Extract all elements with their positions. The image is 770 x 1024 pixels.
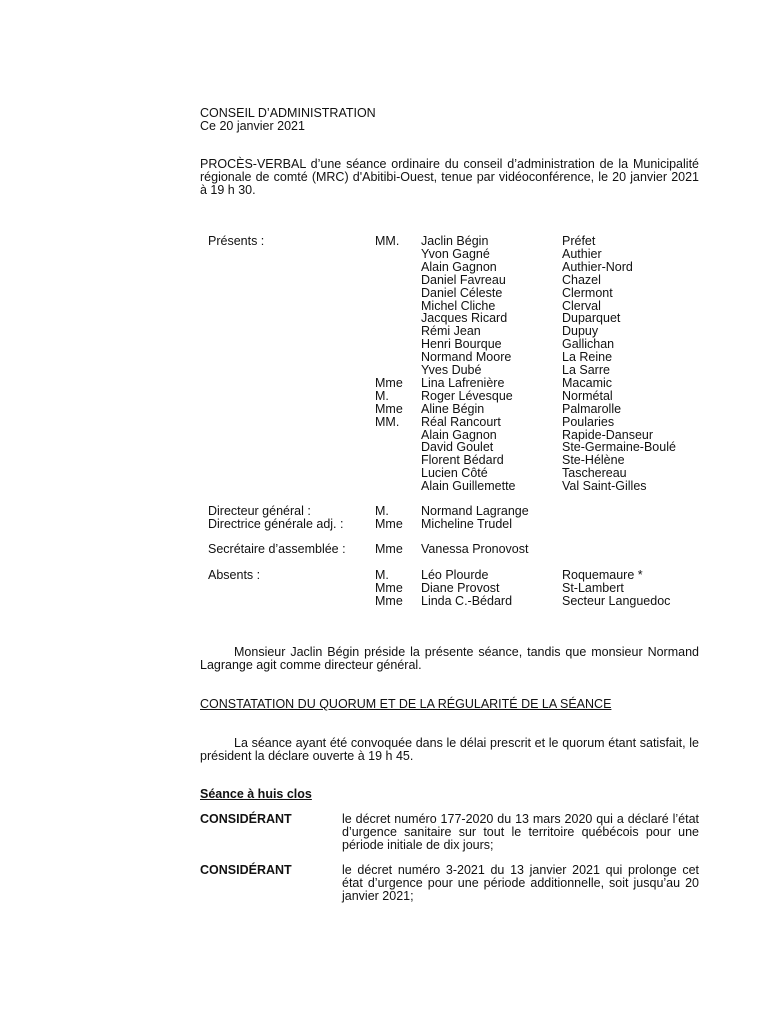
absents-list: [0, 569, 770, 609]
officer-title: M.: [375, 504, 389, 518]
member-row: [0, 287, 770, 300]
member-municipality: Rapide-Danseur: [562, 427, 654, 442]
member-row: [0, 248, 770, 261]
member-municipality: Clermont: [562, 285, 613, 300]
member-row: [0, 300, 770, 313]
absent-name: Diane Provost: [421, 581, 500, 595]
member-row: [0, 416, 770, 429]
member-name: Alain Gagnon: [421, 427, 497, 442]
member-row: [0, 312, 770, 325]
officer-label: Directrice générale adj. :: [208, 517, 344, 531]
member-title: Mme: [375, 375, 403, 390]
member-name: Réal Rancourt: [421, 414, 501, 429]
officer-label: Secrétaire d’assemblée :: [208, 542, 346, 556]
quorum-heading: CONSTATATION DU QUORUM ET DE LA RÉGULARITÉ DE LA SÉANCE: [200, 697, 612, 711]
absent-title: Mme: [375, 594, 403, 608]
member-municipality: Dupuy: [562, 324, 599, 339]
member-name: Jacques Ricard: [421, 311, 508, 326]
officer-row: [0, 518, 770, 531]
member-name: Normand Moore: [421, 350, 512, 365]
member-name: Henri Bourque: [421, 337, 502, 352]
member-row: [0, 441, 770, 454]
member-municipality: Authier-Nord: [562, 259, 633, 274]
presents-list: [0, 235, 770, 495]
member-municipality: Clerval: [562, 298, 601, 313]
member-name: Yvon Gagné: [421, 246, 490, 261]
member-municipality: Ste-Germaine-Boulé: [562, 440, 676, 455]
member-row: [0, 403, 770, 416]
member-name: Roger Lévesque: [421, 388, 513, 403]
member-row: [0, 351, 770, 364]
huis-clos-heading: Séance à huis clos: [200, 787, 312, 801]
absent-title: Mme: [375, 581, 403, 595]
member-name: Aline Bégin: [421, 401, 485, 416]
member-name: Yves Dubé: [421, 363, 482, 377]
member-municipality: Duparquet: [562, 311, 621, 326]
member-municipality: Palmarolle: [562, 401, 622, 416]
member-municipality: Préfet: [562, 234, 596, 248]
member-municipality: Gallichan: [562, 337, 615, 352]
document-date: Ce 20 janvier 2021: [200, 119, 305, 133]
absent-name: Léo Plourde: [421, 568, 489, 582]
member-row: [0, 235, 770, 248]
member-title: Mme: [375, 401, 403, 416]
member-row: [0, 480, 770, 493]
member-row: [0, 467, 770, 480]
intro-paragraph: PROCÈS-VERBAL d’une séance ordinaire du conseil d’administration de la Municipalité régionale de comté (MRC) d'Abitibi-Ouest, tenue par vidéoconférence, le 20 janvier 2021 à 19 h 30.: [200, 157, 699, 197]
considerant-text: le décret numéro 3-2021 du 13 janvier 2021 qui prolonge cet état d’urgence pour une période additionnelle, soit jusqu’au 20 janvier 2021;: [342, 863, 699, 903]
member-row: [0, 338, 770, 351]
absent-name: Linda C.-Bédard: [421, 594, 513, 608]
quorum-paragraph: La séance ayant été convoquée dans le délai prescrit et le quorum étant satisfait, le président la déclare ouverte à 19 h 45.: [200, 736, 699, 763]
member-municipality: Taschereau: [562, 466, 627, 481]
member-name: Michel Cliche: [421, 298, 496, 313]
member-row: [0, 274, 770, 287]
member-title: MM.: [375, 234, 400, 248]
member-municipality: Authier: [562, 246, 602, 261]
absent-row: [0, 595, 770, 608]
absent-municipality: St-Lambert: [562, 581, 624, 595]
member-name: David Goulet: [421, 440, 494, 455]
member-municipality: Val Saint-Gilles: [562, 479, 647, 494]
member-name: Daniel Favreau: [421, 272, 506, 287]
member-row: [0, 390, 770, 403]
absent-title: M.: [375, 568, 389, 582]
considerant-label: CONSIDÉRANT: [200, 812, 292, 826]
officers-list: [0, 505, 770, 565]
member-title: M.: [375, 388, 389, 403]
member-name: Daniel Céleste: [421, 285, 503, 300]
member-row: [0, 325, 770, 338]
presidency-paragraph: Monsieur Jaclin Bégin préside la présente séance, tandis que monsieur Normand Lagrange agit comme directeur général.: [200, 645, 699, 672]
officer-row: [0, 543, 770, 556]
considerant-text: le décret numéro 177-2020 du 13 mars 2020 qui a déclaré l’état d’urgence sanitaire sur tout le territoire québécois pour une période initiale de dix jours;: [342, 812, 699, 852]
member-municipality: Poularies: [562, 414, 615, 429]
officer-name: Vanessa Pronovost: [421, 542, 529, 556]
member-name: Jaclin Bégin: [421, 234, 489, 248]
presents-label: Présents :: [208, 234, 265, 248]
absent-municipality: Roquemaure *: [562, 568, 643, 582]
officer-label: Directeur général :: [208, 504, 311, 518]
member-municipality: Normétal: [562, 388, 613, 403]
member-municipality: La Reine: [562, 350, 613, 365]
member-municipality: Macamic: [562, 375, 613, 390]
member-municipality: La Sarre: [562, 363, 610, 377]
member-title: MM.: [375, 414, 400, 429]
member-name: Lina Lafrenière: [421, 375, 505, 390]
member-name: Alain Guillemette: [421, 479, 516, 494]
member-row: [0, 377, 770, 390]
officer-name: Micheline Trudel: [421, 517, 513, 531]
absents-label: Absents :: [208, 568, 261, 582]
member-municipality: Ste-Hélène: [562, 453, 625, 468]
member-name: Alain Gagnon: [421, 259, 497, 274]
absent-municipality: Secteur Languedoc: [562, 594, 671, 608]
member-row: [0, 261, 770, 274]
officer-name: Normand Lagrange: [421, 504, 529, 518]
officer-title: Mme: [375, 542, 403, 556]
member-municipality: Chazel: [562, 272, 601, 287]
officer-title: Mme: [375, 517, 403, 531]
member-row: [0, 454, 770, 467]
document-title: CONSEIL D’ADMINISTRATION: [200, 106, 376, 120]
member-name: Lucien Côté: [421, 466, 488, 481]
member-name: Florent Bédard: [421, 453, 504, 468]
considerant-label: CONSIDÉRANT: [200, 863, 292, 877]
member-name: Rémi Jean: [421, 324, 481, 339]
